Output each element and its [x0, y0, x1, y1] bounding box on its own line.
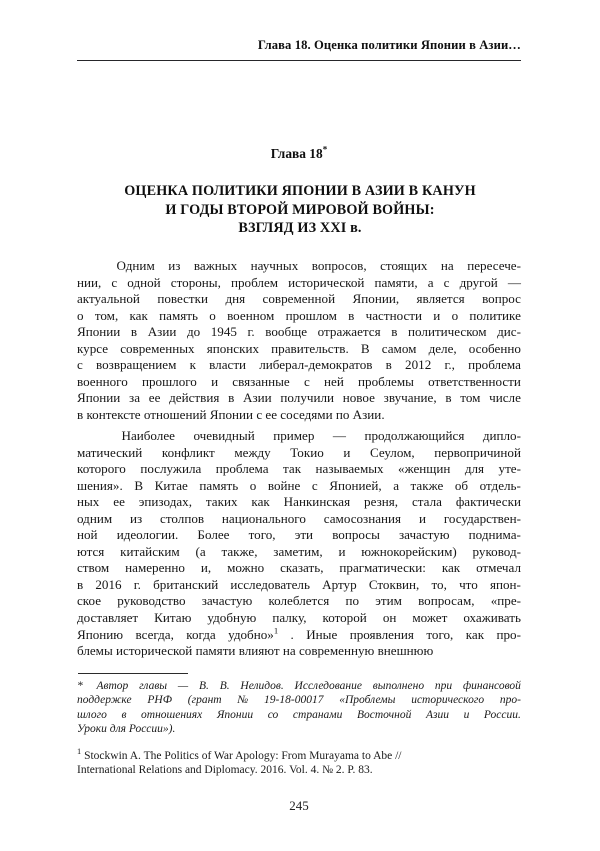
body-paragraph-2 — [77, 428, 521, 660]
text-line: ной идеологии. Более того, эти вопросы зачастую поднима- — [77, 527, 521, 543]
text-line: ных ее эпизодах, таких как Нанкинская резня, стала фактически — [77, 494, 521, 510]
footnote-marker: * — [77, 680, 86, 692]
footnote-line: Уроки для России»). — [77, 722, 176, 735]
text-line: которого послужила проблема так называемых «женщин для уте- — [77, 461, 521, 477]
text-line: Наиболее очевидный пример — продолжающийся дипло- — [77, 428, 521, 445]
footnote-line: $^1$ Stockwin A. The Politics of War Apology: From Murayama to Abe // — [77, 747, 402, 763]
text-line: о том, как память о военном прошлом в частности и о политике — [77, 307, 521, 323]
text-line: военного прошлого и связанные с ней проблемы ответственности — [77, 373, 521, 389]
text-line: в 2016 г. британский исследователь Артур Стоквин, то, что япон- — [77, 576, 521, 592]
footnotes-area — [77, 679, 521, 778]
text-line: курсе современных японских правительств. В самом деле, особенно — [77, 340, 521, 356]
footnote-marker: 1 — [77, 747, 82, 757]
chapter-title-line-1: ОЦЕНКА ПОЛИТИКИ ЯПОНИИ В АЗИИ В КАНУН — [124, 183, 476, 199]
footnote-line: поддержке РНФ (грант № 19-18-00017 «Проблемы исторического про- — [77, 694, 521, 707]
footnote-line: шлого в отношениях Японии со странами Восточной Азии и России. — [77, 708, 521, 721]
chapter-number-label: Глава 18 — [270, 146, 323, 161]
text-line: ское руководство зачастую колеблется по этим вопросам, «пре- — [77, 593, 521, 609]
footnote-separator — [78, 673, 188, 674]
text-line: одним из столпов национального самосознания и государствен- — [77, 510, 521, 526]
text-line: ством намеренно и, можно сказать, прагматически: как отмечал — [77, 560, 521, 576]
text-line: матический конфликт между Токио и Сеулом, первопричиной — [77, 444, 521, 460]
body-paragraph-1 — [77, 258, 521, 423]
text-line: с возвращением к власти либерал-демократов в 2012 г., проблема — [77, 357, 521, 373]
text-line: доставляет Китаю удобную палку, которой он может охаживать — [77, 610, 521, 626]
chapter-title — [65, 182, 535, 238]
text-line: актуальной повестки дня современной Японии, является вопрос — [77, 291, 521, 307]
chapter-title-line-2: И ГОДЫ ВТОРОЙ МИРОВОЙ ВОЙНЫ: — [165, 201, 435, 218]
text-line: шения». В Китае память о войне с Японией, а также об отдель- — [77, 477, 521, 493]
paragraph-indent — [77, 258, 103, 275]
paragraph-indent — [77, 428, 103, 445]
page-number: 245 — [289, 798, 309, 813]
footnote-reference-1 — [77, 749, 521, 778]
footnote-line: * Автор главы — В. В. Нелидов. Исследование выполнено при финансовой — [77, 680, 521, 692]
chapter-number — [77, 146, 521, 162]
footnote-line: International Relations and Diplomacy. 2016. Vol. 4. № 2. P. 83. — [77, 764, 373, 777]
text-line: нии, с одной стороны, проблем исторической памяти, а с другой — — [77, 274, 521, 290]
text-line: Японии в Азии до 1945 г. вообще отражается в политическом дис- — [77, 324, 521, 340]
text-line: Японии за ее действия в Азии получили новое звучание, в том числе — [77, 390, 521, 406]
header-rule — [77, 60, 521, 61]
text-line-with-footnote: Японию всегда, когда удобно»$^1$ . Иные проявления того, как про- — [77, 625, 521, 642]
running-head: Глава 18. Оценка политики Японии в Азии… — [257, 38, 521, 52]
text-line: Одним из важных научных вопросов, стоящих на пересече- — [77, 258, 521, 275]
text-line: ются китайским (а также, заметим, и южнокорейским) руковод- — [77, 543, 521, 559]
inline-footnote-marker: 1 — [273, 625, 279, 636]
footnote-author-note — [77, 679, 521, 736]
text-line: в контексте отношений Японии с ее соседями по Азии. — [77, 406, 385, 422]
chapter-footnote-marker: * — [322, 144, 328, 155]
chapter-title-line-3: ВЗГЛЯД ИЗ XXI в. — [238, 220, 362, 236]
text-line: блемы исторической памяти влияют на современную внешнюю — [77, 643, 434, 659]
